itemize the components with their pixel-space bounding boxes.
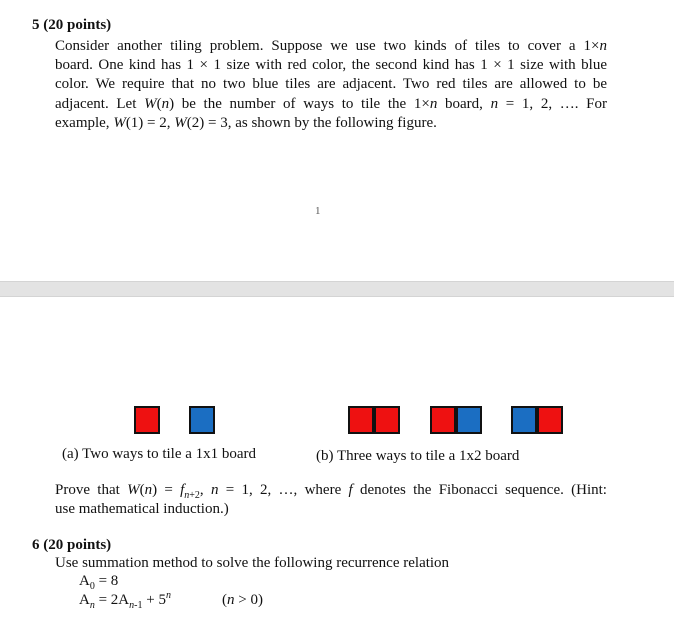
- q5-line-5: example, W(1) = 2, W(2) = 3, as shown by the following figure.: [55, 114, 437, 131]
- tile-a1-1: [134, 406, 160, 434]
- q6-eq2: $A_n = 2A_{n-1} + 5^n$: [79, 590, 171, 611]
- tile-b2-1: [430, 406, 456, 434]
- q6-eq1: $A_0 = 8$: [79, 573, 119, 592]
- tile-b3-1: [511, 406, 537, 434]
- q6-heading: 6 (20 points): [32, 537, 112, 553]
- page-break: [0, 281, 674, 297]
- q5-line-1: Consider another tiling problem. Suppose we use two kinds of tiles to cover a 1×n: [55, 38, 607, 54]
- q6-condition: (n > 0): [222, 592, 263, 608]
- q5-body: [55, 37, 607, 133]
- tile-b1-1: [348, 406, 374, 434]
- prove-line-2: use mathematical induction.): [55, 501, 229, 518]
- tile-a2-1: [189, 406, 215, 434]
- tile-b1-2: [374, 406, 400, 434]
- q5-prove: [55, 481, 607, 519]
- q6-intro: Use summation method to solve the following recurrence relation: [55, 555, 450, 571]
- caption-b: (b) Three ways to tile a 1x2 board: [316, 448, 520, 464]
- caption-a: (a) Two ways to tile a 1x1 board: [62, 446, 257, 462]
- q5-line-4: adjacent. Let W(n) be the number of ways to tile the 1×n board, n = 1, 2, …. For: [55, 95, 607, 112]
- q5-line-2: board. One kind has 1 × 1 size with red color, the second kind has 1 × 1 size with blue: [55, 57, 607, 74]
- tile-b3-2: [537, 406, 563, 434]
- page-number: 1: [315, 205, 321, 217]
- q5-heading: 5 (20 points): [32, 17, 112, 33]
- tile-b2-2: [456, 406, 482, 434]
- q5-line-3: color. We require that no two blue tiles are adjacent. Two red tiles are allowed to be: [55, 76, 607, 93]
- prove-line-1: Prove that $W(n) = f_{n+2}$, n = 1, 2, …, where f denotes the Fibonacci sequence. (Hint:: [55, 482, 607, 501]
